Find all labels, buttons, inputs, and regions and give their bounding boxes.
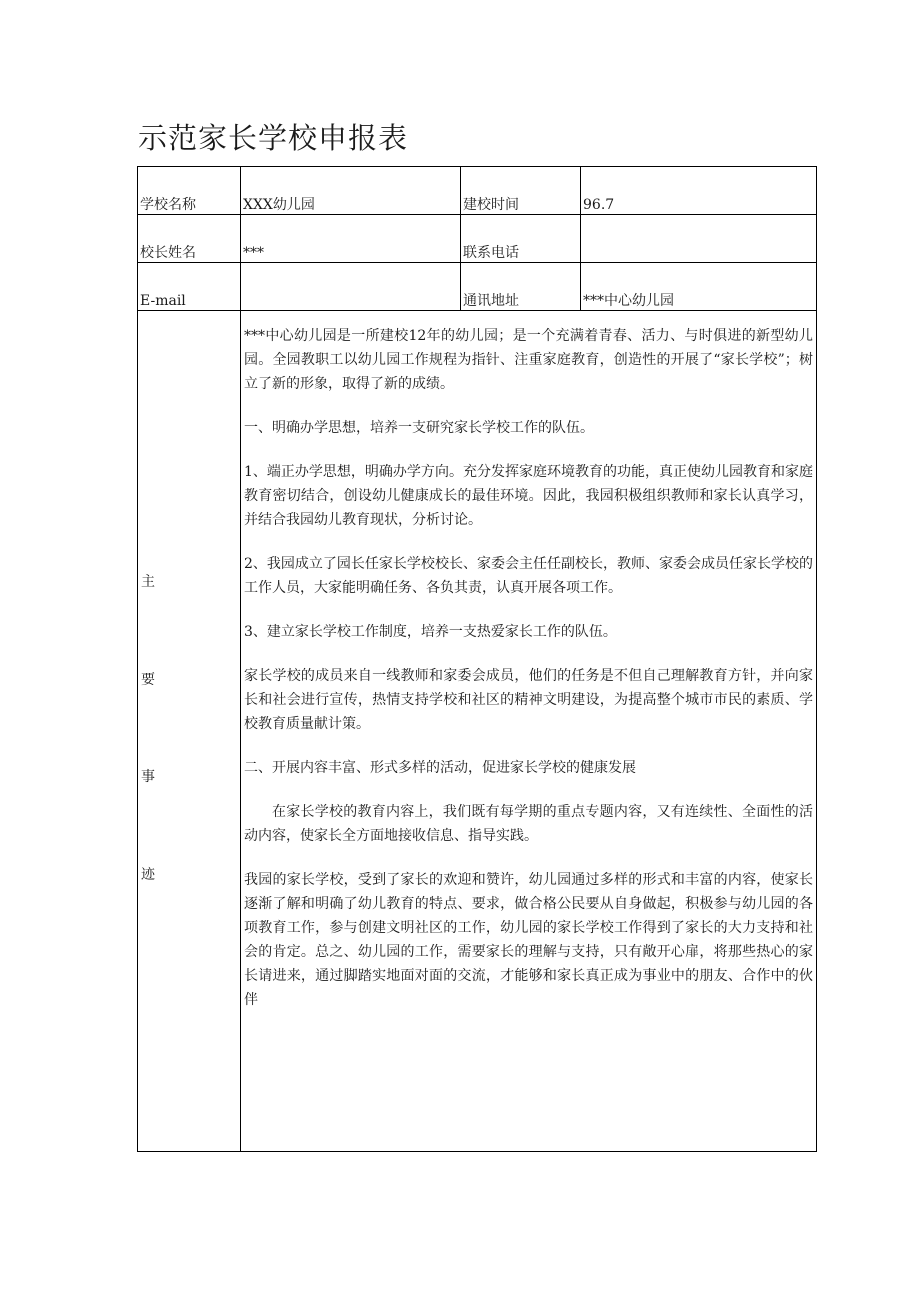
application-form-table	[137, 166, 817, 1152]
page-title: 示范家长学校申报表	[138, 121, 409, 155]
deeds-paragraph: 二、开展内容丰富、形式多样的活动，促进家长学校的健康发展	[244, 760, 636, 776]
row-main-deeds	[138, 311, 817, 1152]
deeds-paragraph: 1、端正办学思想，明确办学方向。充分发挥家庭环境教育的功能，真正使幼儿园教育和家庭教育密切结合，创设幼儿健康成长的最佳环境。因此，我园积极组织教师和家长认真学习，并结合我园幼儿教育现状，分析讨论。	[244, 464, 813, 528]
address-value: ***中心幼儿园	[581, 263, 817, 311]
row-principal	[138, 215, 817, 263]
main-deeds-label-cell	[138, 311, 241, 1152]
deeds-paragraph: 一、明确办学思想，培养一支研究家长学校工作的队伍。	[244, 420, 594, 436]
main-deeds-char: 迹	[141, 866, 155, 883]
deeds-paragraph: 家长学校的成员来自一线教师和家委会成员，他们的任务是不但自己理解教育方针，并向家长和社会进行宣传，热情支持学校和社区的精神文明建设，为提高整个城市市民的素质、学校教育质量献计策。	[244, 668, 813, 732]
main-deeds-content	[241, 311, 817, 1152]
phone-label: 联系电话	[461, 215, 581, 263]
row-school-name	[138, 167, 817, 215]
main-deeds-label	[141, 573, 155, 963]
deeds-paragraph: ***中心幼儿园是一所建校12年的幼儿园；是一个充满着青春、活力、与时俱进的新型幼儿园。全园教职工以幼儿园工作规程为指针、注重家庭教育，创造性的开展了“家长学校”；树立了新的形象，取得了新的成绩。	[244, 328, 813, 392]
email-label: E-mail	[138, 263, 241, 311]
principal-label: 校长姓名	[138, 215, 241, 263]
phone-value	[581, 215, 817, 263]
school-name-value: XXX幼儿园	[241, 167, 461, 215]
row-email	[138, 263, 817, 311]
main-deeds-char: 主	[141, 574, 155, 590]
school-name-label: 学校名称	[138, 167, 241, 215]
founded-label: 建校时间	[461, 167, 581, 215]
deeds-paragraph: 在家长学校的教育内容上，我们既有每学期的重点专题内容，又有连续性、全面性的活动内容，使家长全方面地接收信息、指导实践。	[244, 804, 813, 844]
address-label: 通讯地址	[461, 263, 581, 311]
deeds-paragraph: 2、我园成立了园长任家长学校校长、家委会主任任副校长，教师、家委会成员任家长学校的工作人员，大家能明确任务、各负其责，认真开展各项工作。	[244, 556, 813, 596]
deeds-paragraph: 3、建立家长学校工作制度，培养一支热爱家长工作的队伍。	[244, 624, 617, 640]
principal-value: ***	[241, 215, 461, 263]
email-value	[241, 263, 461, 311]
main-deeds-char: 要	[141, 671, 155, 688]
founded-value: 96.7	[581, 167, 817, 215]
deeds-paragraph: 我园的家长学校，受到了家长的欢迎和赞许，幼儿园通过多样的形式和丰富的内容，使家长逐渐了解和明确了幼儿教育的特点、要求，做合格公民要从自身做起，积极参与幼儿园的各项教育工作，参与创建文明社区的工作，幼儿园的家长学校工作得到了家长的大力支持和社会的肯定。总之、幼儿园的工作，需要家长的理解与支持，只有敞开心扉，将那些热心的家长请进来，通过脚踏实地面对面的交流，才能够和家长真正成为事业中的朋友、合作中的伙伴	[244, 872, 813, 1008]
main-deeds-char: 事	[141, 769, 155, 785]
